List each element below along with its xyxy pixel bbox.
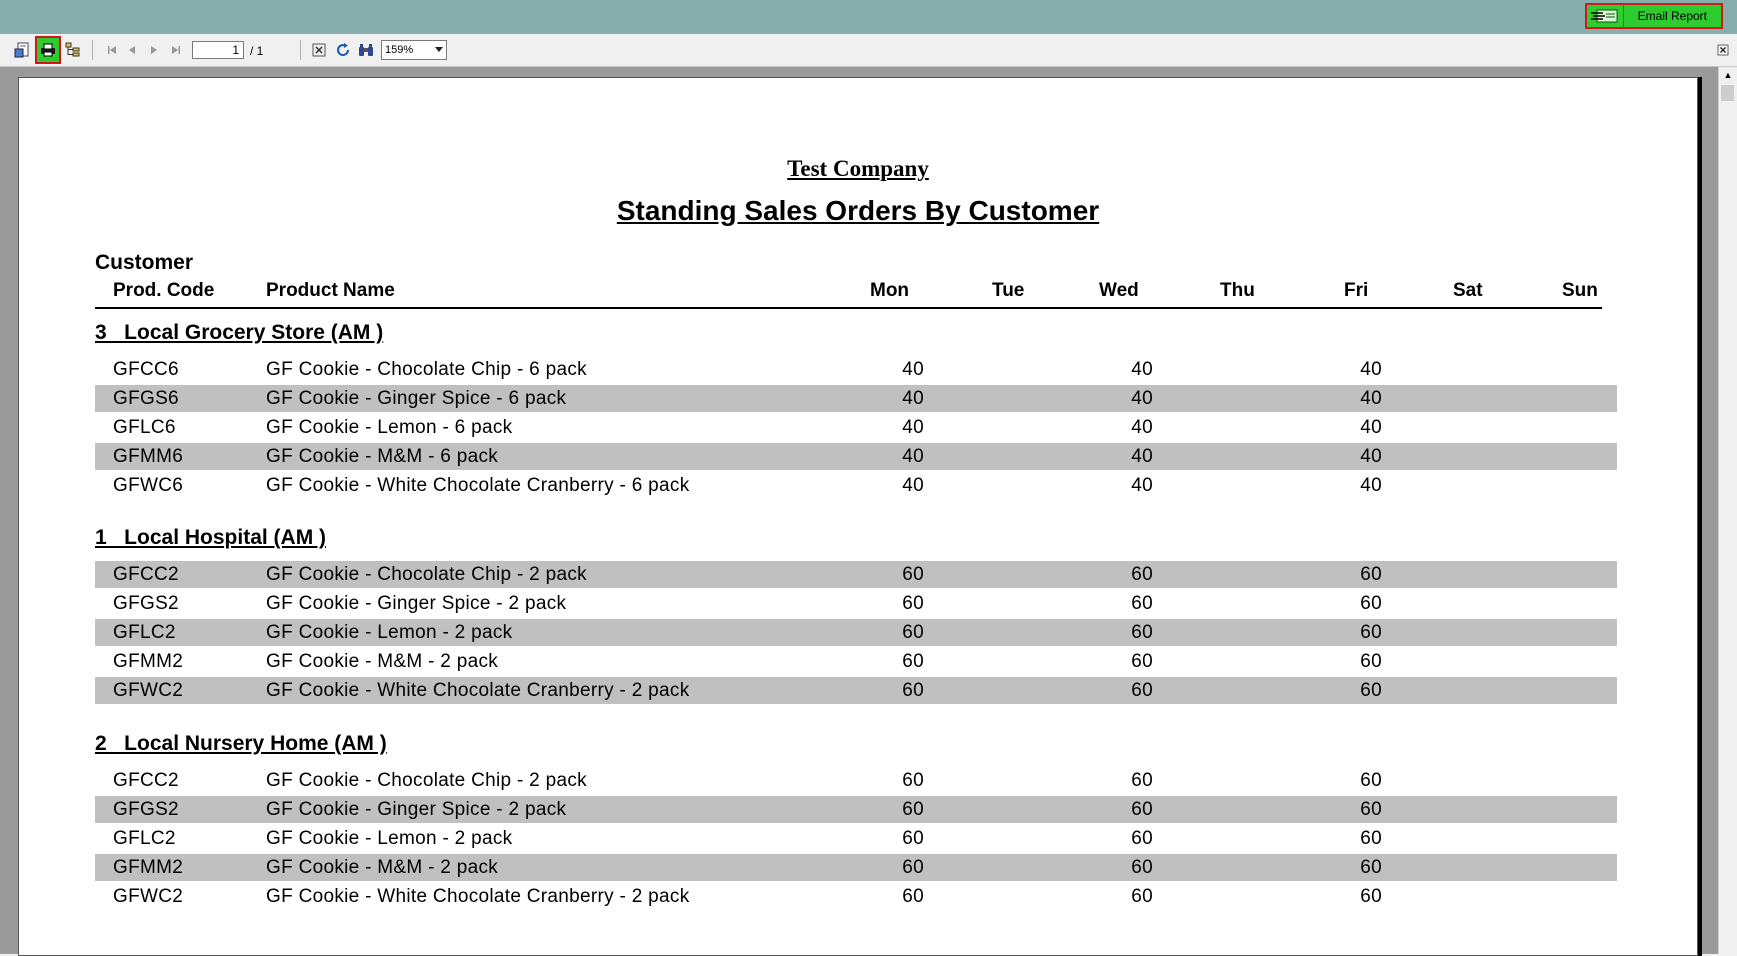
product-name-cell: GF Cookie - Ginger Spice - 2 pack	[266, 593, 567, 614]
mon-qty-cell: 60	[902, 886, 924, 907]
wed-qty-cell: 40	[1131, 446, 1153, 467]
table-row	[95, 472, 1617, 499]
product-code-cell: GFMM2	[113, 651, 184, 672]
table-row	[95, 590, 1617, 617]
wed-qty-cell: 40	[1131, 359, 1153, 380]
product-code-cell: GFLC2	[113, 622, 176, 643]
table-row	[95, 883, 1617, 910]
next-page-icon[interactable]	[144, 39, 164, 61]
customer-group-heading: 3 Local Grocery Store (AM )	[95, 321, 384, 344]
wed-qty-cell: 60	[1131, 651, 1153, 672]
product-code-cell: GFCC2	[113, 770, 179, 791]
toolbar-separator	[92, 40, 93, 60]
fri-qty-cell: 60	[1360, 651, 1382, 672]
fri-qty-cell: 60	[1360, 828, 1382, 849]
column-header-code: Prod. Code	[113, 280, 215, 301]
table-row	[95, 825, 1617, 852]
wed-qty-cell: 60	[1131, 886, 1153, 907]
mon-qty-cell: 60	[902, 828, 924, 849]
product-code-cell: GFCC6	[113, 359, 179, 380]
mon-qty-cell: 60	[902, 799, 924, 820]
mon-qty-cell: 60	[902, 857, 924, 878]
table-row	[95, 414, 1617, 441]
mon-qty-cell: 40	[902, 446, 924, 467]
product-name-cell: GF Cookie - Chocolate Chip - 6 pack	[266, 359, 587, 380]
fri-qty-cell: 60	[1360, 799, 1382, 820]
fri-qty-cell: 60	[1360, 622, 1382, 643]
product-code-cell: GFWC2	[113, 680, 184, 701]
table-row	[95, 648, 1617, 675]
fri-qty-cell: 60	[1360, 770, 1382, 791]
table-row	[95, 385, 1617, 412]
product-code-cell: GFMM2	[113, 857, 184, 878]
table-row	[95, 356, 1617, 383]
table-row	[95, 796, 1617, 823]
wed-qty-cell: 60	[1131, 564, 1153, 585]
wed-qty-cell: 60	[1131, 857, 1153, 878]
previous-page-icon[interactable]	[122, 39, 142, 61]
column-header-fri: Fri	[1344, 280, 1369, 301]
mon-qty-cell: 60	[902, 680, 924, 701]
product-code-cell: GFCC2	[113, 564, 179, 585]
zoom-value: 159%	[385, 44, 414, 56]
wed-qty-cell: 60	[1131, 799, 1153, 820]
fri-qty-cell: 40	[1360, 417, 1382, 438]
wed-qty-cell: 40	[1131, 475, 1153, 496]
first-page-icon[interactable]	[102, 39, 122, 61]
report-toolbar	[0, 34, 1737, 67]
mon-qty-cell: 60	[902, 622, 924, 643]
wed-qty-cell: 40	[1131, 388, 1153, 409]
product-code-cell: GFGS6	[113, 388, 179, 409]
product-name-cell: GF Cookie - White Chocolate Cranberry - 2 pack	[266, 680, 690, 701]
mon-qty-cell: 60	[902, 770, 924, 791]
product-name-cell: GF Cookie - Lemon - 6 pack	[266, 417, 513, 438]
column-header-wed: Wed	[1099, 280, 1139, 301]
product-code-cell: GFMM6	[113, 446, 184, 467]
product-name-cell: GF Cookie - Lemon - 2 pack	[266, 828, 513, 849]
fri-qty-cell: 60	[1360, 680, 1382, 701]
wed-qty-cell: 60	[1131, 680, 1153, 701]
customer-group-heading: 1 Local Hospital (AM )	[95, 526, 327, 549]
fri-qty-cell: 40	[1360, 388, 1382, 409]
print-icon[interactable]	[35, 36, 61, 64]
close-icon[interactable]	[1713, 39, 1733, 61]
wed-qty-cell: 60	[1131, 622, 1153, 643]
product-name-cell: GF Cookie - M&M - 6 pack	[266, 446, 499, 467]
column-header-sat: Sat	[1453, 280, 1483, 301]
page-number-input[interactable]	[192, 41, 244, 59]
mon-qty-cell: 40	[902, 388, 924, 409]
stop-icon[interactable]	[309, 39, 329, 61]
column-header-thu: Thu	[1220, 280, 1255, 301]
zoom-select[interactable]	[381, 40, 447, 60]
scroll-up-icon[interactable]: ▲	[1723, 70, 1733, 80]
report-list-icon	[1591, 9, 1619, 23]
fri-qty-cell: 40	[1360, 359, 1382, 380]
mon-qty-cell: 60	[902, 651, 924, 672]
product-name-cell: GF Cookie - M&M - 2 pack	[266, 857, 499, 878]
column-header-name: Product Name	[266, 280, 395, 301]
email-report-icon-button[interactable]	[1587, 5, 1624, 27]
refresh-icon[interactable]	[333, 39, 353, 61]
wed-qty-cell: 60	[1131, 593, 1153, 614]
toolbar-separator	[300, 40, 301, 60]
table-row	[95, 854, 1617, 881]
page-total: / 1	[250, 44, 264, 58]
product-name-cell: GF Cookie - Chocolate Chip - 2 pack	[266, 770, 587, 791]
table-row	[95, 767, 1617, 794]
mon-qty-cell: 60	[902, 564, 924, 585]
column-header-customer: Customer	[95, 251, 194, 274]
fri-qty-cell: 60	[1360, 564, 1382, 585]
report-viewer	[0, 67, 1737, 954]
mon-qty-cell: 40	[902, 417, 924, 438]
product-name-cell: GF Cookie - Chocolate Chip - 2 pack	[266, 564, 587, 585]
mon-qty-cell: 60	[902, 593, 924, 614]
mon-qty-cell: 40	[902, 475, 924, 496]
group-tree-icon[interactable]	[63, 39, 83, 61]
report-page	[18, 77, 1698, 956]
header-rule	[95, 307, 1602, 309]
export-icon[interactable]	[12, 39, 32, 61]
product-name-cell: GF Cookie - Lemon - 2 pack	[266, 622, 513, 643]
product-name-cell: GF Cookie - White Chocolate Cranberry - 2 pack	[266, 886, 690, 907]
company-name: Test Company	[787, 156, 929, 181]
chevron-down-icon	[435, 47, 443, 52]
mon-qty-cell: 40	[902, 359, 924, 380]
product-code-cell: GFLC6	[113, 417, 176, 438]
fri-qty-cell: 60	[1360, 593, 1382, 614]
column-header-tue: Tue	[992, 280, 1025, 301]
email-report-button[interactable]: Email Report	[1637, 9, 1707, 23]
fri-qty-cell: 60	[1360, 857, 1382, 878]
fri-qty-cell: 40	[1360, 475, 1382, 496]
table-row	[95, 443, 1617, 470]
column-header-mon: Mon	[870, 280, 910, 301]
product-code-cell: GFLC2	[113, 828, 176, 849]
vertical-scrollbar[interactable]	[1718, 67, 1737, 954]
product-code-cell: GFWC2	[113, 886, 184, 907]
product-code-cell: GFWC6	[113, 475, 184, 496]
report-title: Standing Sales Orders By Customer	[616, 195, 1100, 226]
table-row	[95, 619, 1617, 646]
wed-qty-cell: 60	[1131, 770, 1153, 791]
last-page-icon[interactable]	[166, 39, 186, 61]
product-code-cell: GFGS2	[113, 799, 179, 820]
column-header-sun: Sun	[1562, 280, 1598, 301]
scroll-thumb[interactable]	[1721, 85, 1734, 101]
wed-qty-cell: 40	[1131, 417, 1153, 438]
table-row	[95, 561, 1617, 588]
search-binoculars-icon[interactable]	[356, 39, 376, 61]
email-report-group	[1585, 3, 1723, 29]
table-row	[95, 677, 1617, 704]
product-name-cell: GF Cookie - White Chocolate Cranberry - 6 pack	[266, 475, 690, 496]
product-code-cell: GFGS2	[113, 593, 179, 614]
customer-group-heading: 2 Local Nursery Home (AM )	[95, 732, 387, 755]
fri-qty-cell: 40	[1360, 446, 1382, 467]
product-name-cell: GF Cookie - Ginger Spice - 2 pack	[266, 799, 567, 820]
wed-qty-cell: 60	[1131, 828, 1153, 849]
fri-qty-cell: 60	[1360, 886, 1382, 907]
top-bar	[0, 0, 1737, 35]
product-name-cell: GF Cookie - M&M - 2 pack	[266, 651, 499, 672]
product-name-cell: GF Cookie - Ginger Spice - 6 pack	[266, 388, 567, 409]
